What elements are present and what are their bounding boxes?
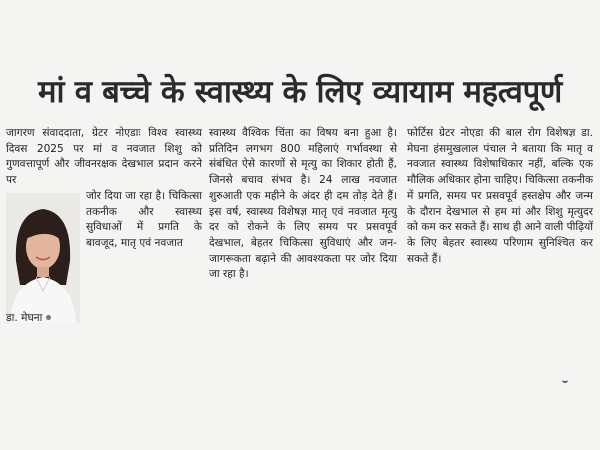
portrait-photo (6, 193, 80, 323)
caption-bullet-icon (46, 315, 51, 320)
photo-caption (6, 311, 51, 327)
article-column-1 (6, 126, 202, 329)
column-1-photo-block (6, 189, 202, 329)
article-column-2 (209, 126, 397, 283)
column-2-text: स्वास्थ्य वैश्विक चिंता का विषय बना हुआ है। प्रतिदिन लगभग 800 महिलाएं गर्भावस्था से संबंधित ऐसे कारणों से मृत्यु का शिकार होती हैं, जिनसे बचाव संभव है। 24 लाख नवजात शुरुआती एक महीने के अंदर ही दम तोड़ देते हैं। इस वर्ष, स्वास्थ्य विशेषज्ञ मातृ एवं नवजात मृत्यु दर को रोकने के लिए समय पर प्रसवपूर्व देखभाल, बेहतर चिकित्सा सुविधाएं और जन-जागरूकता बढ़ाने की आवश्यकता पर जोर दिया जा रहा है। (209, 127, 397, 281)
headline: मां व बच्चे के स्वास्थ्य के लिए व्यायाम महत्वपूर्ण (37, 74, 563, 110)
column-3-text: फोर्टिस ग्रेटर नोएडा की बाल रोग विशेषज्ञ डा. मेघना हंसमुखलाल पंचाल ने बताया कि मातृ व नवजात स्वास्थ्य विशेषाधिकार नहीं, बल्कि एक मौलिक अधिकार होना चाहिए। चिकित्सा तकनीक में प्रगति, समय पर प्रसवपूर्व हस्तक्षेप और जन्म के दौरान देखभाल से हम मां और शिशु मृत्युदर को कम कर सकते हैं। साथ ही आने वाली पीढ़ियों के लिए बेहतर स्वास्थ्य परिणाम सुनिश्चित कर सकते हैं। (407, 127, 593, 265)
caption-text: डा. मेघना (6, 311, 43, 324)
portrait-illustration (6, 193, 80, 323)
end-mark-icon (562, 377, 568, 383)
column-1-intro: जागरण संवाददाता, ग्रेटर नोएडाः विश्व स्वास्थ्य दिवस 2025 पर मां व नवजात शिशु को गुणवत्तापूर्ण और जीवनरक्षक देखभाल प्रदान करने पर (6, 127, 202, 187)
article-column-3 (407, 126, 593, 267)
column-1-side-text: जोर दिया जा रहा है। चिकित्सा तकनीक और स्वास्थ्य सुविधाओं में प्रगति के बावजूद, मातृ एवं नवजात (86, 189, 202, 249)
